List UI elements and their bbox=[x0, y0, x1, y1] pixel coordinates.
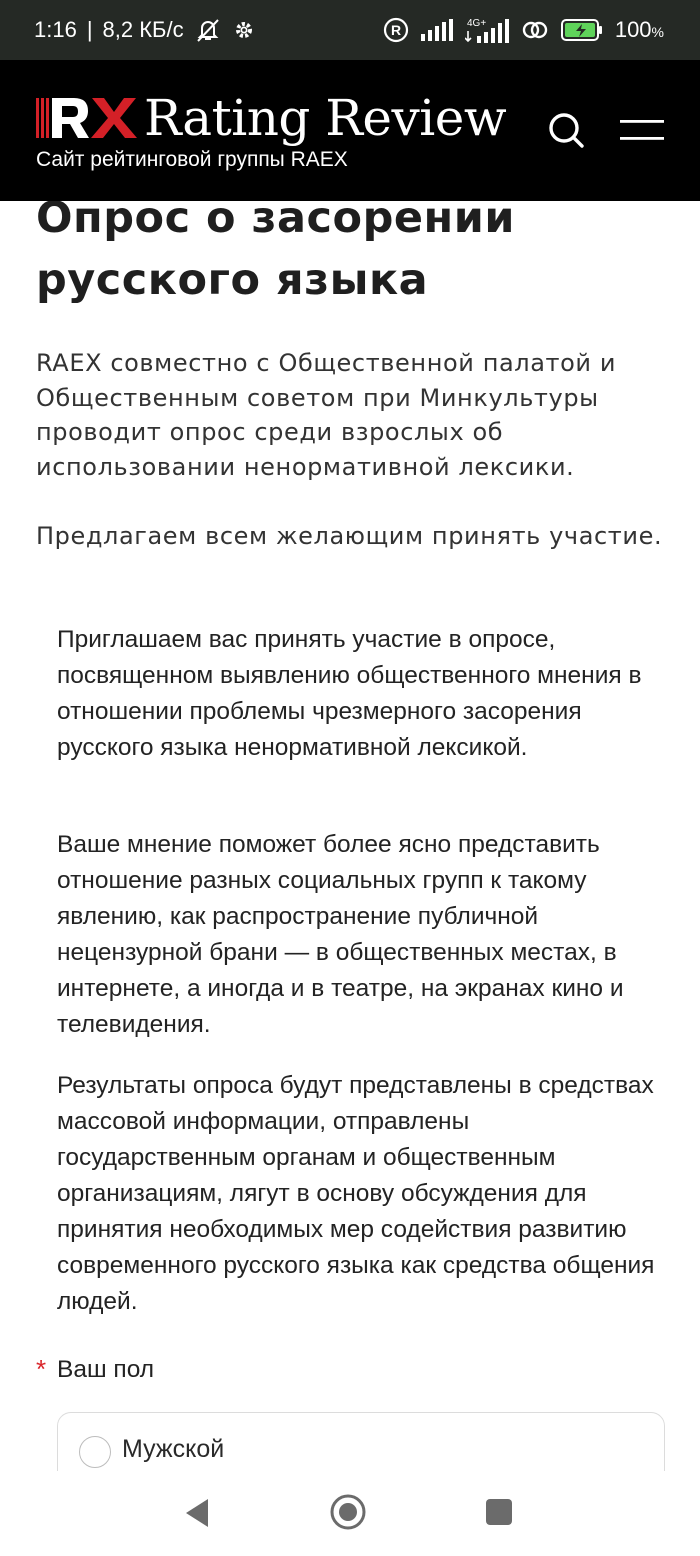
question-text: Ваш пол bbox=[57, 1355, 155, 1383]
form-intro-paragraph: Результаты опроса будут представлены в средствах массовой информации, отправлены государственным органам и общественным организациям, лягут в основу обсуждения для принятия необходимых мер содействия развитию современного русского языка как средства общения людей. bbox=[57, 1072, 655, 1315]
site-tagline: Сайт рейтинговой группы RAEX bbox=[36, 148, 348, 171]
signal-icon bbox=[421, 19, 453, 41]
question-gender-label bbox=[36, 1354, 154, 1385]
recents-square-icon bbox=[485, 1498, 513, 1526]
site-name: Rating Review bbox=[144, 89, 507, 147]
battery-icon bbox=[561, 18, 603, 42]
page-title-line-1: Опрос о засорении bbox=[36, 201, 516, 243]
back-button[interactable] bbox=[184, 1497, 210, 1533]
svg-text:4G+: 4G+ bbox=[466, 18, 487, 29]
status-left bbox=[34, 17, 256, 43]
status-separator: | bbox=[86, 17, 93, 42]
required-marker: * bbox=[36, 1354, 47, 1384]
svg-text:R: R bbox=[390, 22, 401, 38]
search-icon bbox=[546, 110, 586, 150]
back-triangle-icon bbox=[184, 1497, 210, 1529]
search-button[interactable] bbox=[546, 110, 586, 150]
home-button[interactable] bbox=[329, 1493, 367, 1535]
page-title-line-2: русского языка bbox=[36, 255, 429, 305]
radio-male[interactable] bbox=[79, 1436, 111, 1468]
bell-muted-icon bbox=[194, 17, 222, 43]
signal-4g-icon bbox=[465, 17, 509, 43]
status-bar bbox=[0, 0, 700, 60]
status-time: 1:16 bbox=[34, 17, 77, 42]
site-logo[interactable] bbox=[36, 89, 507, 147]
gear-icon bbox=[232, 18, 256, 42]
battery-percent: 100% bbox=[614, 17, 664, 42]
site-header bbox=[0, 60, 700, 201]
page-content bbox=[0, 201, 700, 1471]
option-label-male[interactable]: Мужской bbox=[122, 1435, 225, 1463]
menu-icon bbox=[618, 118, 666, 144]
system-nav-bar bbox=[0, 1471, 700, 1556]
registered-icon bbox=[383, 17, 409, 43]
lead-invitation: Предлагаем всем желающим принять участие. bbox=[36, 522, 663, 550]
recents-button[interactable] bbox=[485, 1498, 513, 1530]
status-speed: 8,2 КБ/с bbox=[102, 17, 184, 42]
form-intro-paragraph: Приглашаем вас принять участие в опросе, посвященном выявлению общественного мнения в отношении проблемы чрезмерного засорения русского языка ненормативной лексикой. bbox=[57, 626, 642, 761]
lead-paragraph: RAEX совместно с Общественной палатой и Общественным советом при Минкультуры проводит опрос среди взрослых об использовании ненормативной лексики. bbox=[36, 349, 617, 481]
page-title bbox=[36, 201, 656, 311]
form-intro-paragraph: Ваше мнение поможет более ясно представить отношение разных социальных групп к такому явлению, как распространение публичной нецензурной брани — в общественных местах, в интернете, а иногда и в театре, на экранах кино и телевидения. bbox=[57, 831, 624, 1038]
rx-logo-icon bbox=[36, 96, 138, 140]
home-circle-icon bbox=[329, 1493, 367, 1531]
status-right bbox=[383, 17, 664, 43]
gender-options bbox=[57, 1412, 665, 1471]
menu-button[interactable] bbox=[618, 118, 666, 144]
link-icon bbox=[521, 18, 549, 42]
